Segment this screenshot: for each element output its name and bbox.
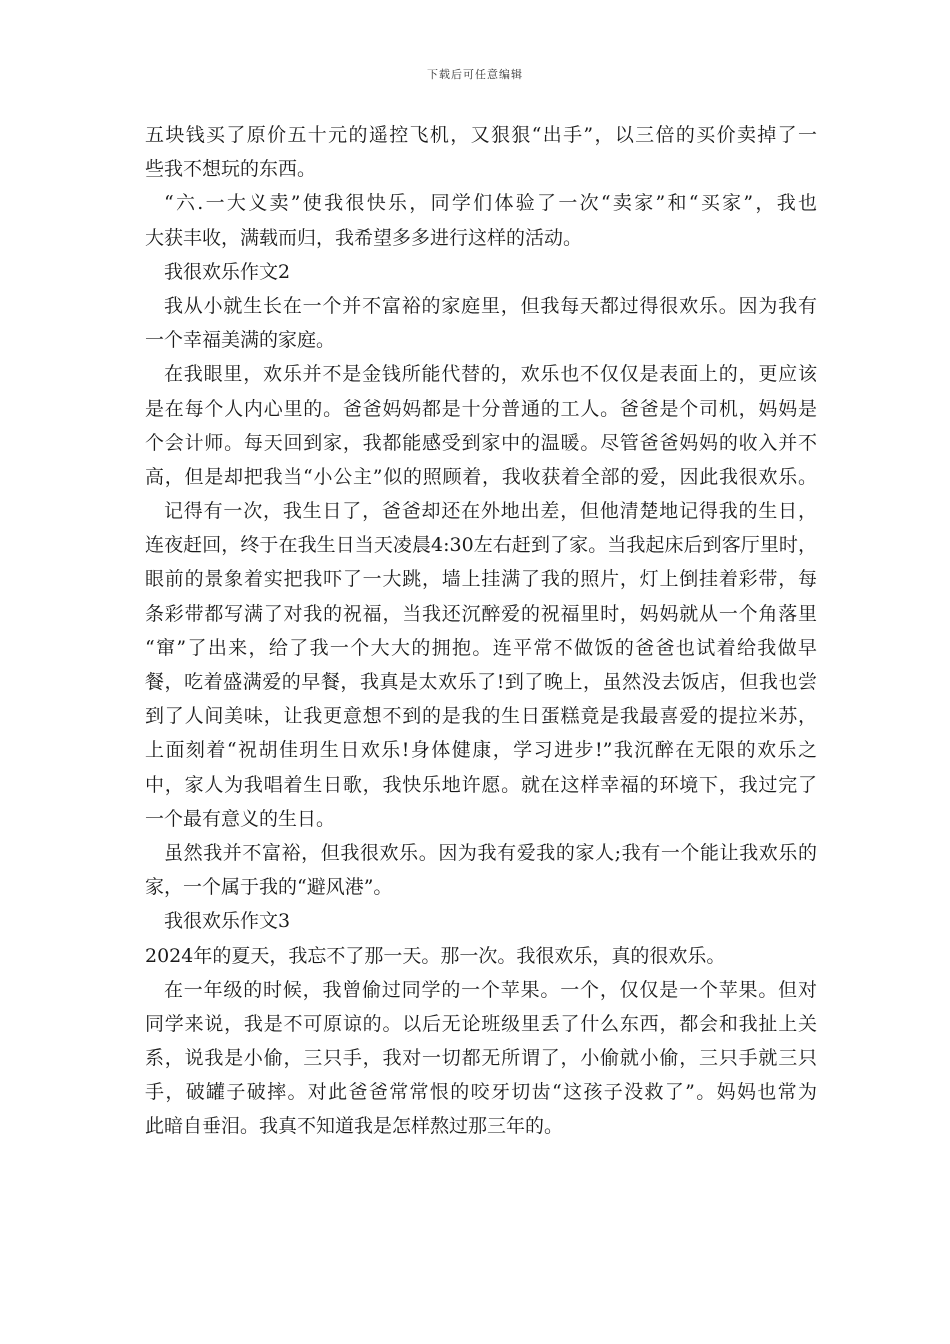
text-line: 在我眼里，欢乐并不是金钱所能代替的，欢乐也不仅仅是表面上的，更应该 [164,363,817,386]
text-line: 记得有一次，我生日了，爸爸却还在外地出差，但他清楚地记得我的生日， [164,500,817,523]
text-line: “窜”了出来，给了我一个大大的拥抱。连平常不做饭的爸爸也试着给我做早 [145,636,817,659]
text-line: 我很欢乐作文3 [164,910,291,933]
text-line: 2024年的夏天，我忘不了那一天。那一次。我很欢乐，真的很欢乐。 [145,944,726,967]
text-line: 是在每个人内心里的。爸爸妈妈都是十分普通的工人。爸爸是个司机，妈妈是 [145,397,817,420]
text-line: 高，但是却把我当“小公主”似的照顾着，我收获着全部的爱，因此我很欢乐。 [145,465,817,488]
text-line: 系，说我是小偷，三只手，我对一切都无所谓了，小偷就小偷，三只手就三只 [145,1047,817,1070]
text-line: 大获丰收，满载而归，我希望多多进行这样的活动。 [145,226,583,249]
text-line: 一个幸福美满的家庭。 [145,329,336,352]
document-body [145,118,817,1144]
page-header: 下载后可任意编辑 [427,68,523,81]
text-line: 在一年级的时候，我曾偷过同学的一个苹果。一个，仅仅是一个苹果。但对 [164,978,817,1001]
text-line: 餐，吃着盛满爱的早餐，我真是太欢乐了!到了晚上，虽然没去饭店，但我也尝 [145,671,817,693]
text-line: 手，破罐子破摔。对此爸爸常常恨的咬牙切齿“这孩子没救了”。妈妈也常为 [145,1081,817,1104]
text-line: 些我不想玩的东西。 [145,158,317,181]
text-line: 中，家人为我唱着生日歌，我快乐地许愿。就在这样幸福的环境下，我过完了 [145,773,817,796]
text-line: “六.一大义卖”使我很快乐，同学们体验了一次“卖家”和“买家”，我也 [164,192,817,215]
text-line: 同学来说，我是不可原谅的。以后无论班级里丢了什么东西，都会和我扯上关 [145,1012,817,1035]
text-line: 五块钱买了原价五十元的遥控飞机，又狠狠“出手”，以三倍的买价卖掉了一 [145,124,817,146]
text-line: 眼前的景象着实把我吓了一大跳，墙上挂满了我的照片，灯上倒挂着彩带，每 [145,568,817,591]
text-line: 我从小就生长在一个并不富裕的家庭里，但我每天都过得很欢乐。因为我有 [164,294,817,317]
text-line: 条彩带都写满了对我的祝福，当我还沉醉爱的祝福里时，妈妈就从一个角落里 [145,602,817,625]
text-line: 连夜赶回，终于在我生日当天凌晨4:30左右赶到了家。当我起床后到客厅里时， [145,534,817,557]
text-line: 我很欢乐作文2 [164,260,291,283]
text-line: 到了人间美味，让我更意想不到的是我的生日蛋糕竟是我最喜爱的提拉米苏， [145,705,817,728]
text-line: 此暗自垂泪。我真不知道我是怎样熬过那三年的。 [145,1115,564,1138]
text-line: 个会计师。每天回到家，我都能感受到家中的温暖。尽管爸爸妈妈的收入并不 [145,431,817,454]
text-line: 一个最有意义的生日。 [145,807,336,830]
text-line: 上面刻着“祝胡佳玥生日欢乐!身体健康，学习进步!”我沉醉在无限的欢乐之 [145,739,817,762]
text-line: 家，一个属于我的“避风港”。 [145,876,393,899]
text-line: 虽然我并不富裕，但我很欢乐。因为我有爱我的家人;我有一个能让我欢乐的 [164,841,817,864]
